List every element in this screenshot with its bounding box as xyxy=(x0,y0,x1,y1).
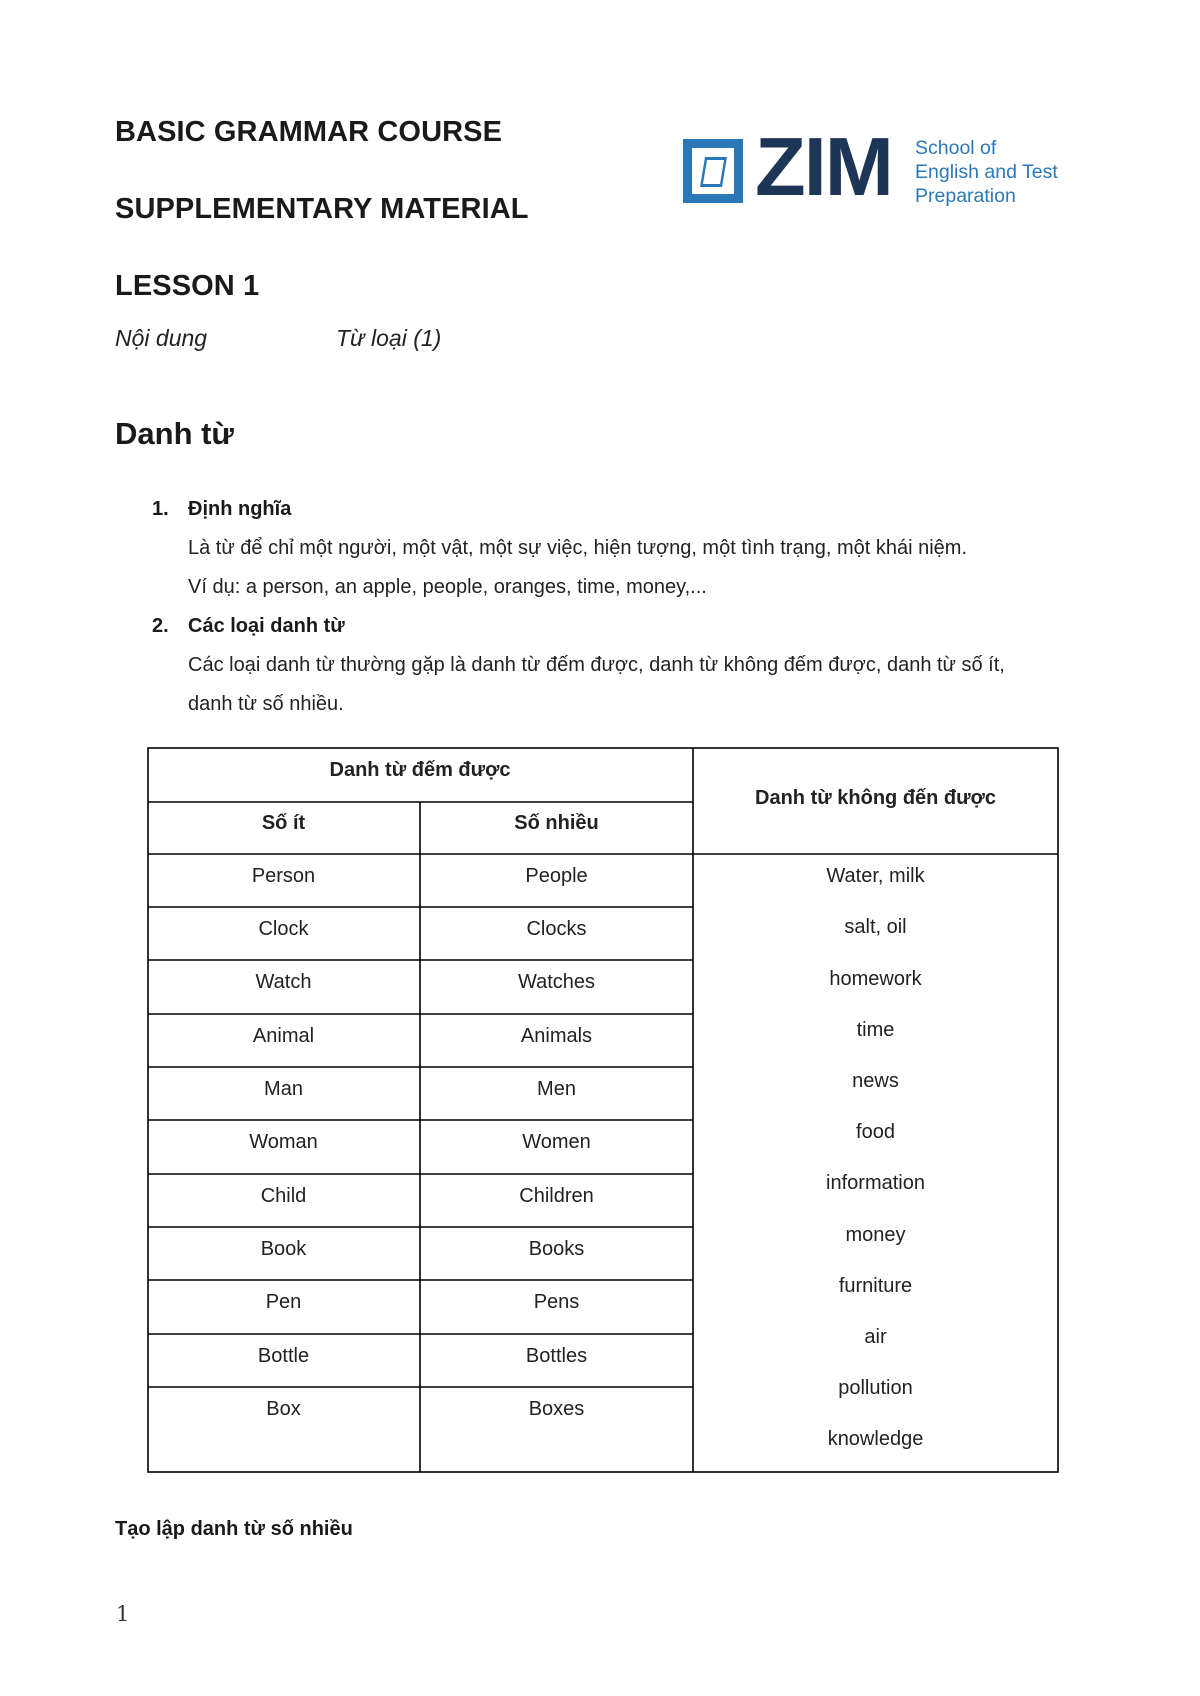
uncountable-item: homework xyxy=(829,968,922,990)
uncountable-item: information xyxy=(826,1172,925,1194)
table-cell-plural: Boxes xyxy=(528,1398,585,1420)
logo-wordmark: ZIM xyxy=(755,120,892,213)
uncountable-item: pollution xyxy=(838,1377,913,1399)
table-cell-plural: Men xyxy=(537,1078,576,1100)
table-cell-plural: Pens xyxy=(533,1291,580,1313)
plural-header: Số nhiều xyxy=(514,812,599,834)
content-value: Từ loại (1) xyxy=(336,325,442,351)
table-cell-singular: Child xyxy=(260,1185,307,1207)
section-title: Danh từ xyxy=(115,416,234,451)
table-cell-singular: Pen xyxy=(265,1291,302,1313)
book-logo-icon xyxy=(683,139,743,203)
table-cell-plural: Books xyxy=(528,1238,585,1260)
logo-tagline-line: English and Test xyxy=(915,161,1058,183)
table-cell-plural: People xyxy=(525,865,588,887)
uncountable-item: Water, milk xyxy=(826,865,925,887)
course-title: BASIC GRAMMAR COURSE xyxy=(115,116,503,148)
uncountable-header: Danh từ không đến được xyxy=(755,787,996,809)
noun-types-text: Các loại danh từ thường gặp là danh từ đếm được, danh từ không đếm được, danh từ số ít, xyxy=(188,654,1005,676)
list-heading: Các loại danh từ xyxy=(188,615,345,637)
definition-text: Là từ để chỉ một người, một vật, một sự việc, hiện tượng, một tình trạng, một khái niệm. xyxy=(188,537,967,559)
logo-tagline-line: Preparation xyxy=(915,185,1016,207)
table-cell-plural: Watches xyxy=(517,971,596,993)
uncountable-item: air xyxy=(864,1326,887,1348)
uncountable-item: news xyxy=(852,1070,899,1092)
table-cell-singular: Animal xyxy=(252,1025,315,1047)
list-heading: Định nghĩa xyxy=(188,498,292,520)
list-number: 2. xyxy=(152,615,169,637)
table-cell-singular: Man xyxy=(264,1078,303,1100)
logo-tagline xyxy=(915,136,1058,208)
table-cell-singular: Woman xyxy=(249,1131,318,1153)
table-cell-plural: Women xyxy=(522,1131,591,1153)
material-title: SUPPLEMENTARY MATERIAL xyxy=(115,193,529,225)
countable-header: Danh từ đếm được xyxy=(329,759,511,781)
uncountable-item: salt, oil xyxy=(844,916,907,938)
zim-logo xyxy=(683,120,1083,213)
plural-formation-title: Tạo lập danh từ số nhiều xyxy=(115,1518,353,1540)
singular-header: Số ít xyxy=(261,812,306,834)
table-cell-singular: Box xyxy=(266,1398,301,1420)
lesson-title: LESSON 1 xyxy=(115,270,260,302)
noun-types-text: danh từ số nhiều. xyxy=(188,693,344,715)
table-cell-singular: Person xyxy=(251,865,316,887)
table-cell-singular: Bottle xyxy=(257,1345,310,1367)
uncountable-item: time xyxy=(856,1019,895,1041)
uncountable-item: food xyxy=(856,1121,895,1143)
content-label: Nội dung xyxy=(115,325,208,351)
table-cell-plural: Bottles xyxy=(525,1345,588,1367)
table-cell-singular: Clock xyxy=(258,918,309,940)
table-cell-plural: Clocks xyxy=(526,918,587,940)
table-cell-plural: Children xyxy=(519,1185,594,1207)
logo-tagline-line: School of xyxy=(915,137,997,159)
table-cell-plural: Animals xyxy=(520,1025,593,1047)
list-number: 1. xyxy=(152,498,169,520)
page-number: 1 xyxy=(116,1602,130,1626)
uncountable-item: furniture xyxy=(838,1275,913,1297)
table-cell-singular: Book xyxy=(260,1238,307,1260)
uncountable-item: knowledge xyxy=(827,1428,924,1450)
definition-example: Ví dụ: a person, an apple, people, oranges, time, money,... xyxy=(188,576,707,598)
table-cell-singular: Watch xyxy=(255,971,312,993)
uncountable-item: money xyxy=(845,1224,906,1246)
